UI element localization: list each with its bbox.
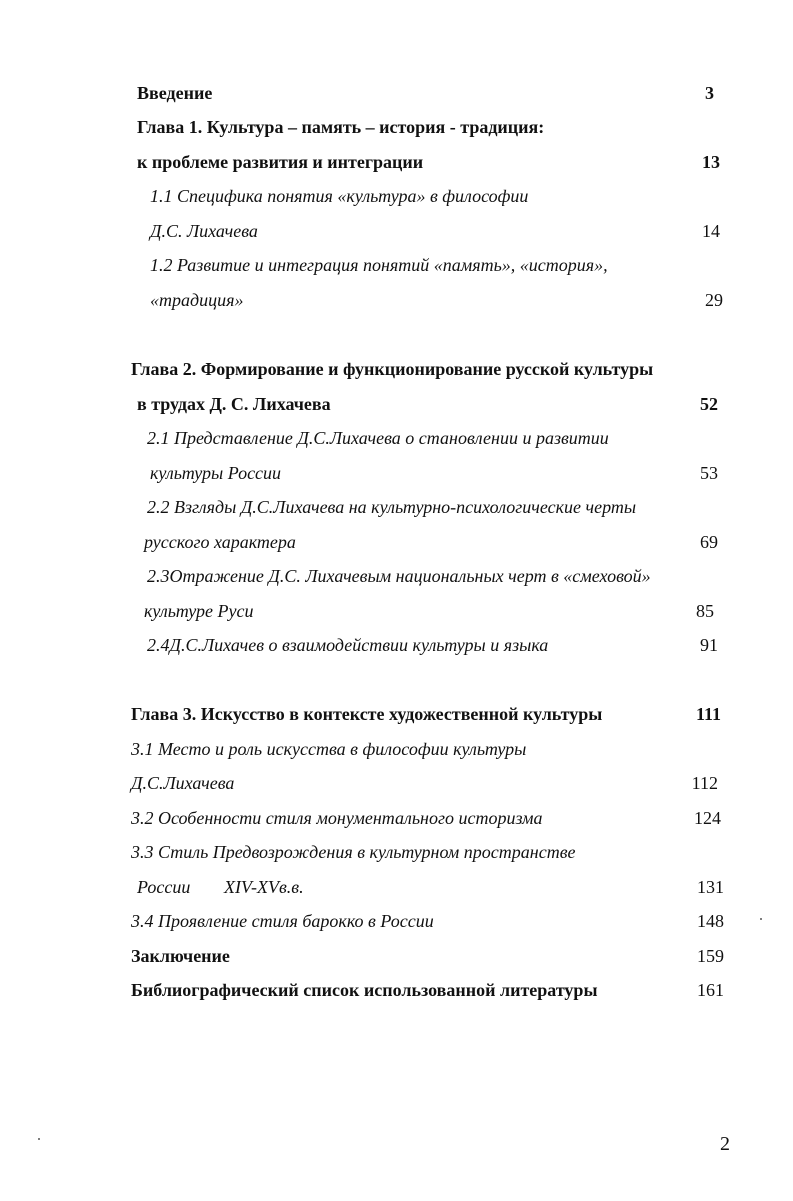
toc-bibliography-title: Библиографический список использованной литературы bbox=[131, 980, 598, 1000]
toc-section-3-4-page: 148 bbox=[697, 911, 724, 931]
toc-section-3-3-cont: России bbox=[137, 877, 191, 897]
toc-chapter1-page: 13 bbox=[702, 152, 720, 172]
toc-chapter2-title: Глава 2. Формирование и функционирование русской культуры bbox=[131, 359, 654, 379]
toc-section-2-1: 2.1 Представление Д.С.Лихачева о становлении и развитии bbox=[147, 428, 609, 448]
toc-conclusion-page: 159 bbox=[697, 946, 724, 966]
toc-section-3-2-page: 124 bbox=[694, 808, 721, 828]
toc-section-3-3-century: XIV-XVв.в. bbox=[224, 877, 304, 897]
toc-intro-title: Введение bbox=[137, 83, 213, 103]
scan-speck bbox=[38, 1138, 40, 1140]
scan-speck bbox=[760, 918, 762, 920]
toc-section-2-2: 2.2 Взгляды Д.С.Лихачева на культурно-психологические черты bbox=[147, 497, 637, 517]
toc-section-2-3-page: 85 bbox=[696, 601, 714, 621]
toc-section-3-4: 3.4 Проявление стиля барокко в России bbox=[131, 911, 434, 931]
toc-section-2-4: 2.4Д.С.Лихачев о взаимодействии культуры и языка bbox=[147, 635, 549, 655]
toc-section-3-3: 3.3 Стиль Предвозрождения в культурном пространстве bbox=[131, 842, 576, 862]
toc-intro-page: 3 bbox=[705, 83, 714, 103]
toc-section-1-1: 1.1 Специфика понятия «культура» в философии bbox=[150, 186, 529, 206]
toc-section-2-2-page: 69 bbox=[700, 532, 718, 552]
toc-section-3-3-page: 131 bbox=[697, 877, 724, 897]
toc-section-1-2-cont: «традиция» bbox=[150, 290, 244, 310]
toc-section-1-2-page: 29 bbox=[705, 290, 723, 310]
toc-section-1-2: 1.2 Развитие и интеграция понятий «память», «история», bbox=[150, 255, 608, 275]
toc-section-3-1-cont: Д.С.Лихачева bbox=[131, 773, 235, 793]
toc-section-3-1: 3.1 Место и роль искусства в философии культуры bbox=[131, 739, 527, 759]
toc-section-2-3: 2.3Отражение Д.С. Лихачевым национальных черт в «смеховой» bbox=[147, 566, 651, 586]
toc-section-3-2: 3.2 Особенности стиля монументального историзма bbox=[131, 808, 543, 828]
toc-chapter1-title-cont: к проблеме развития и интеграции bbox=[137, 152, 424, 172]
toc-section-2-2-cont: русского характера bbox=[144, 532, 296, 552]
toc-section-2-3-cont: культуре Руси bbox=[144, 601, 254, 621]
toc-section-1-1-page: 14 bbox=[702, 221, 720, 241]
toc-chapter2-title-cont: в трудах Д. С. Лихачева bbox=[137, 394, 331, 414]
toc-chapter3-page: 111 bbox=[695, 704, 721, 724]
toc-chapter3-title: Глава 3. Искусство в контексте художественной культуры bbox=[131, 704, 603, 724]
toc-bibliography-page: 161 bbox=[697, 980, 724, 1000]
toc-section-2-1-page: 53 bbox=[700, 463, 718, 483]
toc-section-3-1-page: 112 bbox=[691, 773, 718, 793]
toc-conclusion-title: Заключение bbox=[131, 946, 230, 966]
toc-chapter2-page: 52 bbox=[700, 394, 718, 414]
toc-chapter1-title: Глава 1. Культура – память – история - традиция: bbox=[137, 117, 545, 137]
toc-section-2-4-page: 91 bbox=[700, 635, 718, 655]
toc-section-2-1-cont: культуры России bbox=[150, 463, 282, 483]
page-number: 2 bbox=[720, 1133, 730, 1155]
toc-section-1-1-cont: Д.С. Лихачева bbox=[150, 221, 258, 241]
